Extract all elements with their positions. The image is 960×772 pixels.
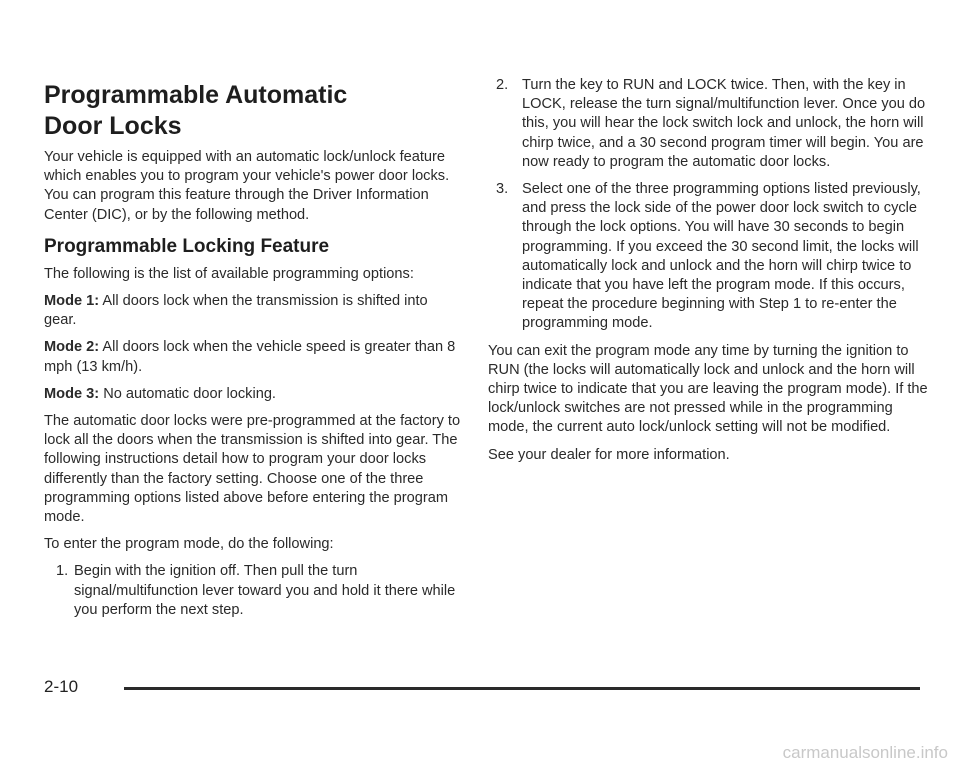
step-3-text: Select one of the three programming options listed previously, and press the lock side of the power door lock switch to cycle through the lock options. You will have 30 seconds to begin programming. If you exceed the 30 second limit, the locks will automatically lock and unlock and the horn will chirp twice to indicate that you have left the program mode. If this occurs, repeat the procedure beginning with Step 1 to re-enter the programming mode. bbox=[522, 181, 921, 332]
step-2-number: 2. bbox=[496, 77, 509, 93]
section-title-line1: Programmable Automatic bbox=[44, 81, 348, 109]
options-intro: The following is the list of available programming options: bbox=[44, 265, 414, 282]
mode-2-label: Mode 2: bbox=[44, 339, 100, 356]
footer-rule bbox=[124, 687, 920, 690]
step-1 bbox=[44, 562, 464, 620]
subheading: Programmable Locking Feature bbox=[44, 235, 330, 257]
exit-paragraph: You can exit the program mode any time by turning the ignition to RUN (the locks will automatically lock and unlock and the horn will chirp twice to indicate that you are leaving the program mode). If the lock/unlock switches are not pressed while in the programming mode, the current auto lock/unlock setting will not be modified. bbox=[488, 342, 928, 436]
section-title-line2: Door Locks bbox=[44, 112, 182, 140]
step-2 bbox=[488, 76, 928, 172]
page-footer bbox=[44, 676, 920, 706]
mode-1-label: Mode 1: bbox=[44, 293, 100, 310]
mode-3 bbox=[44, 385, 464, 404]
mode-2 bbox=[44, 338, 464, 376]
dealer-paragraph: See your dealer for more information. bbox=[488, 446, 730, 463]
enter-program-intro: To enter the program mode, do the following: bbox=[44, 536, 334, 553]
right-column bbox=[488, 76, 928, 473]
steps-list-left bbox=[44, 562, 464, 620]
mode-2-text: All doors lock when the vehicle speed is greater than 8 mph (13 km/h). bbox=[44, 339, 456, 375]
mode-3-label: Mode 3: bbox=[44, 385, 100, 402]
mode-1-text: All doors lock when the transmission is shifted into gear. bbox=[44, 293, 428, 329]
mode-1 bbox=[44, 292, 464, 330]
intro-paragraph: Your vehicle is equipped with an automatic lock/unlock feature which enables you to program your vehicle's power door locks. You can program this feature through the Driver Information Center (DIC), or by the following method. bbox=[44, 149, 450, 223]
step-1-number: 1. bbox=[56, 563, 69, 580]
step-3 bbox=[488, 180, 928, 334]
step-1-text: Begin with the ignition off. Then pull the turn signal/multifunction lever toward you and hold it there while you perform the next step. bbox=[74, 563, 456, 618]
preprogrammed-paragraph: The automatic door locks were pre-programmed at the factory to lock all the doors when the transmission is shifted into gear. The following instructions detail how to program your door locks differently than the factory setting. Choose one of the three programming options listed above before entering the program mode. bbox=[44, 413, 461, 526]
step-2-text: Turn the key to RUN and LOCK twice. Then, with the key in LOCK, release the turn signal/multifunction lever. Once you do this, you will hear the lock switch lock and unlock, the horn will chirp twice, and a 30 second program timer will begin. You are now ready to program the automatic door locks. bbox=[522, 77, 926, 170]
step-3-number: 3. bbox=[496, 181, 509, 198]
left-column bbox=[44, 80, 464, 628]
watermark: carmanualsonline.info bbox=[782, 743, 948, 762]
page-number: 2-10 bbox=[44, 677, 79, 696]
mode-3-text: No automatic door locking. bbox=[103, 385, 276, 402]
steps-list-right bbox=[488, 76, 928, 334]
section-title bbox=[44, 80, 464, 142]
